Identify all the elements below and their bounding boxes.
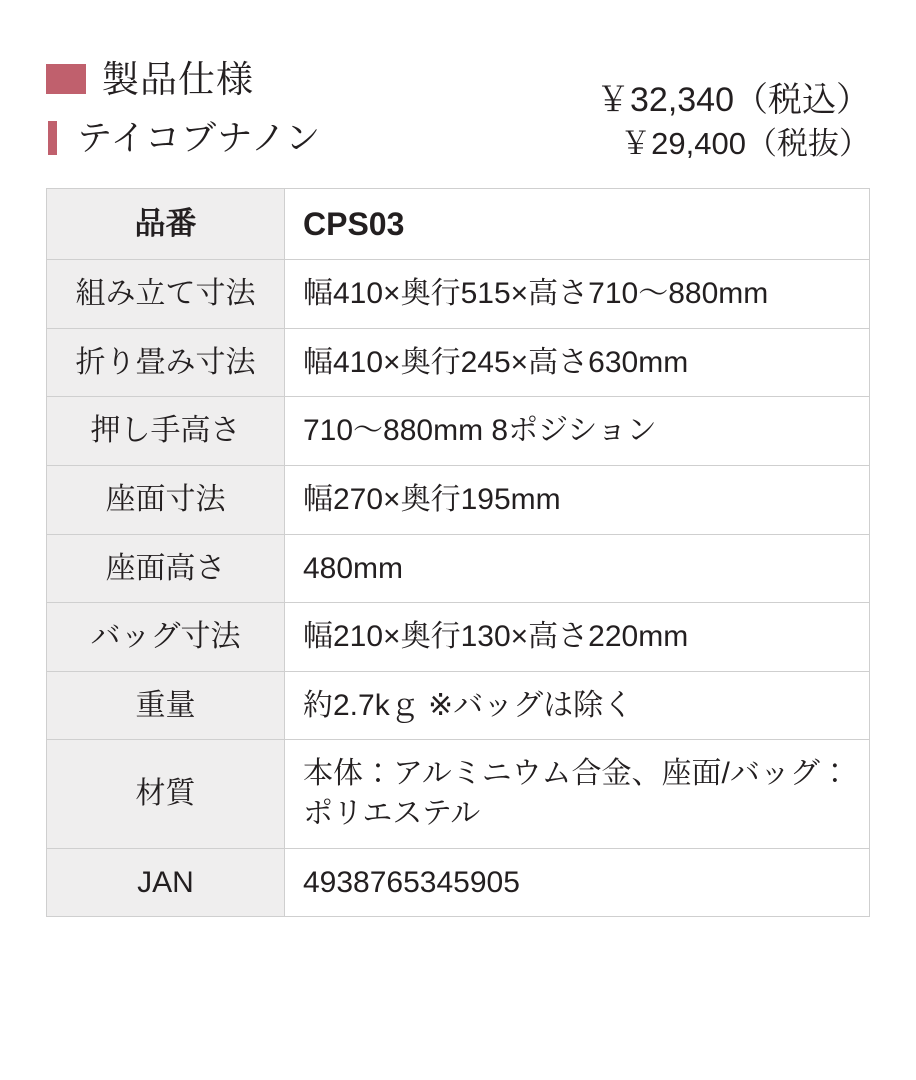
specification-table-body <box>47 189 870 917</box>
spec-label: 品番 <box>47 189 285 260</box>
spec-value: 480mm <box>285 534 870 603</box>
spec-value: 幅270×奥行195mm <box>285 466 870 535</box>
specification-table <box>46 188 870 917</box>
page-title: 製品仕様 <box>102 58 254 100</box>
table-row <box>47 466 870 535</box>
table-row <box>47 603 870 672</box>
price-excluding-tax: ￥29,400（税抜） <box>620 126 870 162</box>
spec-label: 組み立て寸法 <box>47 260 285 329</box>
spec-label: 押し手高さ <box>47 397 285 466</box>
spec-label: 折り畳み寸法 <box>47 328 285 397</box>
spec-value: 本体：アルミニウム合金、座面/バッグ：ポリエステル <box>285 740 870 848</box>
table-row <box>47 534 870 603</box>
spec-value: 幅410×奥行515×高さ710〜880mm <box>285 260 870 329</box>
table-row <box>47 328 870 397</box>
spec-value: 4938765345905 <box>285 848 870 917</box>
table-row <box>47 671 870 740</box>
page-header <box>46 0 870 164</box>
spec-value: 幅410×奥行245×高さ630mm <box>285 328 870 397</box>
table-row <box>47 260 870 329</box>
table-row <box>47 740 870 848</box>
title-marker-icon <box>46 64 86 94</box>
spec-label: 材質 <box>47 740 285 848</box>
spec-label: 重量 <box>47 671 285 740</box>
spec-value: CPS03 <box>285 189 870 260</box>
spec-value: 幅210×奥行130×高さ220mm <box>285 603 870 672</box>
price-block <box>596 80 870 163</box>
spec-label: バッグ寸法 <box>47 603 285 672</box>
spec-label: JAN <box>47 848 285 917</box>
spec-value: 約2.7kｇ ※バッグは除く <box>285 671 870 740</box>
spec-label: 座面高さ <box>47 534 285 603</box>
price-including-tax: ￥32,340（税込） <box>596 81 870 119</box>
product-name: テイコブナノン <box>77 118 322 158</box>
table-row <box>47 397 870 466</box>
table-row <box>47 189 870 260</box>
spec-value: 710〜880mm 8ポジション <box>285 397 870 466</box>
table-row <box>47 848 870 917</box>
subtitle-marker-icon <box>48 121 57 155</box>
spec-label: 座面寸法 <box>47 466 285 535</box>
